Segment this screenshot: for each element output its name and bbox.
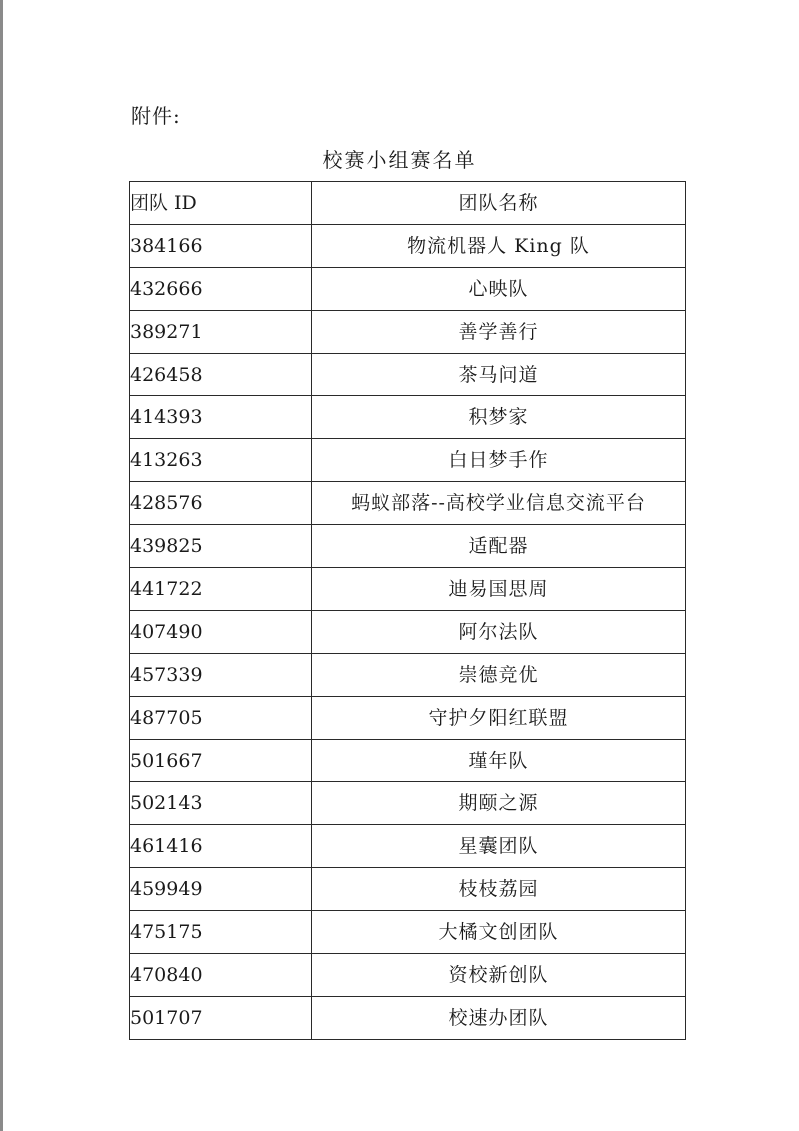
team-name-cell: 枝枝荔园	[312, 868, 686, 911]
table-row	[130, 782, 686, 825]
team-id-cell: 501707	[130, 996, 312, 1039]
document-title: 校赛小组赛名单	[322, 148, 477, 172]
table-row	[130, 954, 686, 997]
table-row	[130, 267, 686, 310]
table-row	[130, 996, 686, 1039]
team-id-cell: 384166	[130, 224, 312, 267]
team-name-cell: 大橘文创团队	[312, 911, 686, 954]
team-id-cell: 407490	[130, 610, 312, 653]
team-name-cell: 物流机器人 King 队	[312, 224, 686, 267]
team-name-cell: 星囊团队	[312, 825, 686, 868]
team-name-cell: 茶马问道	[312, 353, 686, 396]
team-name-cell: 适配器	[312, 525, 686, 568]
table-row	[130, 310, 686, 353]
team-id-cell: 441722	[130, 568, 312, 611]
team-name-cell: 白日梦手作	[312, 439, 686, 482]
team-name-cell: 守护夕阳红联盟	[312, 696, 686, 739]
team-id-cell: 414393	[130, 396, 312, 439]
table-row	[130, 739, 686, 782]
table-row	[130, 653, 686, 696]
table-row	[130, 911, 686, 954]
team-id-cell: 461416	[130, 825, 312, 868]
team-id-cell: 413263	[130, 439, 312, 482]
team-name-cell: 蚂蚁部落--高校学业信息交流平台	[312, 482, 686, 525]
table-row	[130, 610, 686, 653]
table-header-row	[130, 182, 686, 225]
team-name-cell: 善学善行	[312, 310, 686, 353]
table-row	[130, 696, 686, 739]
table-row	[130, 525, 686, 568]
team-id-cell: 470840	[130, 954, 312, 997]
team-roster-table	[129, 181, 686, 1040]
header-team-id: 团队 ID	[130, 182, 312, 225]
team-name-cell: 阿尔法队	[312, 610, 686, 653]
table-row	[130, 353, 686, 396]
team-id-cell: 389271	[130, 310, 312, 353]
team-id-cell: 501667	[130, 739, 312, 782]
team-name-cell: 积梦家	[312, 396, 686, 439]
team-name-cell: 校速办团队	[312, 996, 686, 1039]
team-id-cell: 428576	[130, 482, 312, 525]
table-row	[130, 224, 686, 267]
header-team-name: 团队名称	[312, 182, 686, 225]
team-id-cell: 487705	[130, 696, 312, 739]
table-row	[130, 868, 686, 911]
team-name-cell: 资校新创队	[312, 954, 686, 997]
team-name-cell: 崇德竞优	[312, 653, 686, 696]
team-id-cell: 459949	[130, 868, 312, 911]
team-name-cell: 期颐之源	[312, 782, 686, 825]
team-name-cell: 瑾年队	[312, 739, 686, 782]
team-id-cell: 426458	[130, 353, 312, 396]
team-id-cell: 457339	[130, 653, 312, 696]
team-id-cell: 502143	[130, 782, 312, 825]
table-row	[130, 568, 686, 611]
team-name-cell: 心映队	[312, 267, 686, 310]
table-row	[130, 396, 686, 439]
table-row	[130, 825, 686, 868]
team-id-cell: 439825	[130, 525, 312, 568]
table-row	[130, 439, 686, 482]
team-id-cell: 475175	[130, 911, 312, 954]
team-id-cell: 432666	[130, 267, 312, 310]
attachment-label: 附件:	[131, 104, 181, 128]
team-name-cell: 迪易国思周	[312, 568, 686, 611]
table-row	[130, 482, 686, 525]
